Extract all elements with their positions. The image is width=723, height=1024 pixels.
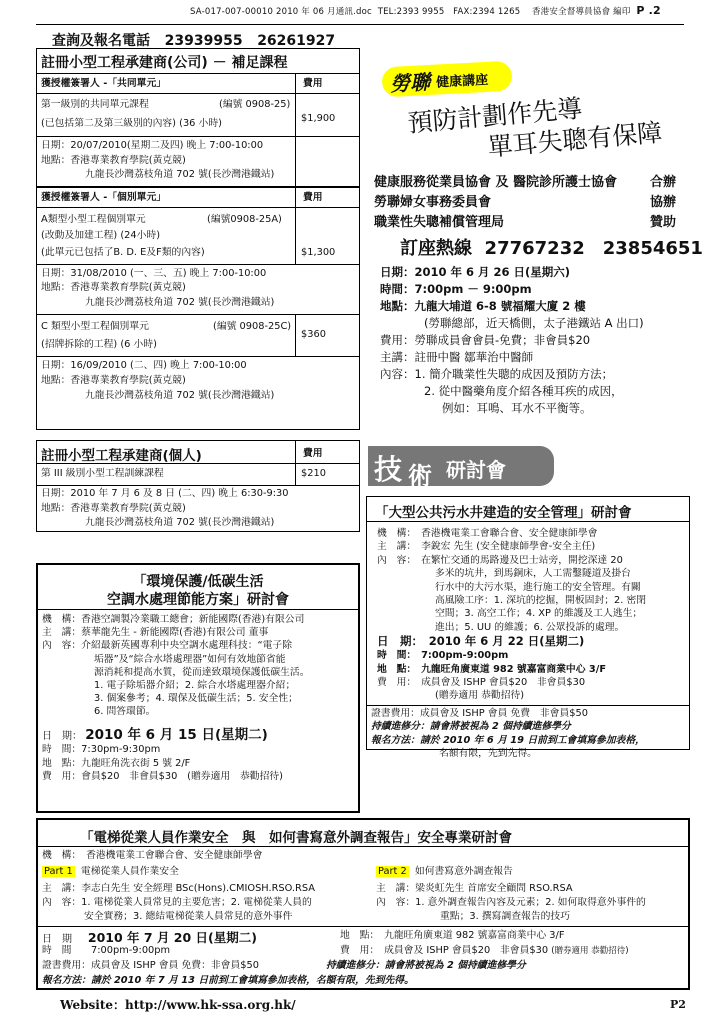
health-content-1: 內容：1. 簡介職業性失聰的成因及預防方法；: [380, 367, 614, 381]
well-seminar-title: 「大型公共污水井建造的安全管理」研討會: [375, 505, 632, 521]
green-content-4: 1. 電子除垢器介紹；2. 綜合水塔處理器介紹；: [94, 680, 296, 692]
green-seminar-title-2: 空調水處理節能方案」研討會: [107, 592, 289, 608]
well-fee: 費 用： 成員會及 ISHP 會員$20 非會員$30: [377, 677, 586, 689]
s2-code: (編號0908-25A): [207, 214, 282, 225]
footer-website: Website：http://www.hk-ssa.org.hk/: [60, 998, 296, 1012]
well-content-1: 內 容： 在繁忙交通的馬路邊及巴士站旁，開挖深達 20: [377, 554, 623, 566]
green-content-2: 垢器”及“綜合水塔處理器”如何有效地節省能: [94, 653, 286, 665]
s2-course-note: (改動及加建工程) (24小時): [41, 230, 161, 241]
green-content-5: 3. 個案參考；4. 環保及低碳生活；5. 安全性；: [94, 693, 298, 705]
lift-venue: 地 點： 九龍旺角廣東道 982 號嘉富商業中心 3/F: [340, 930, 565, 941]
green-seminar-title-1: 「環境保護/低碳生活: [132, 574, 264, 590]
health-date: 日期：2010 年 6 月 26 日(星期六): [380, 265, 571, 279]
s1-date: 日期：20/07/2010(星期二及四) 晚上 7:00-10:00: [41, 140, 264, 151]
s3-fee: $360: [301, 329, 326, 340]
green-content-1: 內 容：介紹最新英國專利中央空調水處理科技：“電子除: [42, 640, 292, 652]
lift-part-1: [42, 866, 179, 879]
s2-fee: $1,300: [301, 247, 336, 258]
enquiry-line: [52, 30, 335, 50]
enquiry-label: 查詢及報名電話: [52, 33, 150, 49]
health-hotline-label: 訂座熱線: [400, 238, 472, 259]
page-header: [190, 4, 715, 17]
header-org: 香港安全督導員協會 編印: [531, 7, 631, 17]
lift-part-2-tag: Part 2: [378, 866, 407, 877]
individual-venue: 地點：香港專業教育學院(黃克競): [41, 503, 186, 514]
health-hotline-numbers: 27767232 23854651: [484, 238, 703, 259]
green-content-3: 源消耗和提高水質，從而達致環境保護低碳生活。: [94, 666, 310, 678]
header-page: P .2: [636, 4, 661, 17]
lift-part-1-content-1: 內 容：1. 電梯從業人員常見的主要危害；2. 電梯從業人員的: [42, 897, 312, 908]
s2-fee-head: 費用: [303, 192, 323, 203]
lift-part-2-speaker: 主 講：梁炎虹先生 首席安全顧問 RSO.RSA: [376, 883, 573, 894]
company-course-title: 註冊小型工程承建商(公司) － 補足課程: [41, 55, 288, 71]
well-organizer: 機 構： 香港機電業工會聯合會、安全健康師學會: [377, 528, 598, 539]
lift-seminar-title: 「電梯從業人員作業安全 與 如何書寫意外調查報告」安全專業研討會: [80, 830, 512, 846]
s1-course-name: 第一級別的共同單元課程: [41, 99, 149, 110]
well-registration: 報名方法：請於 2010 年 6 月 19 日前到工會填寫參加表格，: [371, 734, 645, 746]
footer-page-number: P2: [670, 998, 686, 1011]
s2-date: 日期：31/08/2010 (一、三、五) 晚上 7:00-10:00: [41, 268, 267, 279]
s1-venue-address: 九龍長沙灣荔枝角道 702 號(長沙灣港鐵站): [85, 169, 275, 180]
green-date-label: 日 期：: [42, 731, 82, 742]
green-venue: 地 點：九龍旺角洗衣街 5 號 2/F: [42, 757, 191, 769]
health-organizer-1: 健康服務從業員協會 及 醫院診所護士協會: [374, 175, 618, 190]
well-certificate-fee: 證書費用：成員會及 ISHP 會員 免費 非會員$50: [371, 708, 588, 719]
s1-venue: 地點：香港專業教育學院(黃克競): [41, 155, 186, 166]
s3-venue-address: 九龍長沙灣荔枝角道 702 號(長沙灣港鐵站): [85, 390, 275, 401]
green-seminar-box: [36, 563, 360, 813]
lift-date-label: 日 期: [42, 934, 72, 945]
well-content-6: 進出；5. UU 的維護；6. 公眾投訴的處理。: [435, 621, 625, 633]
well-content-3: 行水中的大污水渠，進行施工的安全管理。有關: [435, 581, 641, 593]
doc-ref: SA-017-007-00010 2010 年 06 月通訊.doc: [190, 7, 372, 17]
technical-badge-3: 研討會: [446, 458, 506, 482]
header-divider: [36, 24, 684, 25]
well-date: 日 期： 2010 年 6 月 22 日(星期二): [377, 634, 585, 649]
green-date-row: [42, 723, 268, 743]
company-course-table: [36, 48, 360, 430]
lift-part-2-title: 如何書寫意外調查報告: [414, 866, 513, 877]
well-registration-note: 名額有限，先到先得。: [439, 748, 537, 760]
lift-time: 時 間 7:00pm-9:00pm: [42, 945, 171, 956]
health-organizer-3: 職業性失聰補償管理局: [374, 215, 505, 230]
health-details: [380, 264, 644, 417]
technical-badge-2: 術: [408, 462, 432, 490]
health-role-2: 協辦: [650, 195, 677, 210]
health-badge-label: 健康講座: [435, 72, 489, 91]
individual-course-name: 第 III 級別小型工程訓練課程: [41, 468, 164, 479]
s2-venue-address: 九龍長沙灣荔枝角道 702 號(長沙灣港鐵站): [85, 297, 275, 308]
enquiry-phone-2: 26261927: [257, 33, 336, 49]
health-title-1: 預防計劃作先導: [406, 93, 584, 138]
health-role-1: 合辦: [650, 175, 677, 190]
s3-code: (編號 0908-25C): [213, 321, 292, 332]
lift-part-2: [376, 866, 513, 879]
health-speaker: 主講：註冊中醫 鄒華治中醫師: [380, 350, 534, 364]
health-time: 時間：7:00pm － 9:00pm: [380, 282, 532, 296]
individual-fee: $210: [301, 468, 326, 479]
green-content-6: 6. 問答環節。: [94, 706, 156, 718]
green-speaker: 主 講：蔡華龍先生 - 新能國際(香港)有限公司 董事: [42, 627, 269, 639]
lift-part-2-content-1: 內 容：1. 意外調查報告內容及元素；2. 如何取得意外事件的: [376, 897, 646, 908]
lift-seminar-box: [36, 818, 690, 990]
health-fee: 費用：勞聯成員會會員-免費；非會員$20: [380, 333, 591, 347]
health-content-2: 2. 從中醫藥角度介紹各種耳疾的成因，: [424, 384, 623, 398]
green-date: 2010 年 6 月 15 日(星期二): [85, 727, 268, 743]
well-cpd: 持續進修分：請會將被視為 2 個持續進修學分: [371, 721, 571, 733]
s3-course-note: (招牌拆除的工程) (6 小時): [41, 339, 157, 350]
s2-head: 獲授權簽署人 -「個別單元」: [41, 192, 167, 203]
individual-date: 日期：2010 年 7 月 6 及 8 日 (二、四) 晚上 6:30-9:30: [41, 488, 289, 499]
header-tel: TEL:2393 9955: [377, 7, 445, 17]
lift-cpd: 持續進修分：請會將被視為 2 個持續進修學分: [326, 960, 526, 971]
green-time: 時 間：7:30pm-9:30pm: [42, 744, 161, 755]
well-seminar-registration: [371, 707, 645, 761]
lift-fee: 費 用： 成員會及 ISHP 會員$20 非會員$30: [340, 945, 549, 956]
well-fee-note: (贈券適用 恭勸招待): [435, 690, 525, 702]
s2-course-scope: (此單元已包括了B. D. E及F類的內容): [41, 247, 205, 258]
s1-head: 獲授權簽署人 -「共同單元」: [41, 78, 167, 89]
health-content-3: 例如：耳鳴、耳水不平衡等。: [442, 401, 592, 415]
lift-registration-text: 報名方法：請於 2010 年 7 月 13 日前到工會填寫參加表格，名額有限，先到先得。: [42, 975, 414, 986]
s3-venue: 地點：香港專業教育學院(黃克競): [41, 375, 186, 386]
s3-course-name: C 類型小型工程個別單元: [41, 321, 149, 332]
health-venue-note: (勞聯總部，近天橋側，太子港鐵站 A 出口): [424, 316, 644, 330]
s1-fee-head: 費用: [303, 78, 323, 89]
lift-part-1-content-2: 安全實務；3. 總結電梯從業人員常見的意外事件: [84, 911, 293, 922]
s2-course-name: A類型小型工程個別單元: [41, 214, 146, 225]
enquiry-phone-1: 23939955: [164, 33, 243, 49]
health-organizer-2: 勞聯婦女事務委員會: [374, 195, 492, 210]
lift-organizer: 機 構： 香港機電業工會聯合會、安全健康師學會: [42, 850, 263, 861]
health-venue: 地點：九龍大埔道 6-8 號福耀大廈 2 樓: [380, 299, 586, 313]
green-seminar-details: [42, 613, 310, 719]
well-speaker: 主 講： 李銳宏 先生 (安全健康師學會-安全主任): [377, 541, 596, 553]
lift-part-1-speaker: 主 講：李志白先生 安全經理 BSc(Hons).CMIOSH.RSO.RSA: [42, 883, 315, 894]
lift-date: 2010 年 7 月 20 日(星期二): [87, 930, 257, 945]
individual-course-title: 註冊小型工程承建商(個人): [41, 448, 202, 464]
health-role-3: 贊助: [650, 215, 677, 230]
s1-code: (編號 0908-25): [219, 99, 291, 110]
s1-course-note: (已包括第二及第三級別的內容) (36 小時): [41, 118, 222, 129]
well-seminar-box: [366, 496, 690, 760]
header-fax: FAX:2394 1265: [453, 7, 521, 17]
health-hotline: [400, 234, 703, 260]
well-time: 時 間： 7:00pm-9:00pm: [377, 650, 509, 662]
lift-registration: [42, 975, 414, 988]
technical-seminar-banner: [368, 446, 554, 490]
individual-course-table: [36, 440, 360, 532]
lift-part-1-tag: Part 1: [44, 866, 73, 877]
individual-fee-head: 費用: [303, 448, 323, 459]
s2-venue: 地點：香港專業教育學院(黃克競): [41, 282, 186, 293]
lift-fee-row: [340, 945, 629, 958]
lift-date-row: [42, 928, 257, 946]
s1-fee: $1,900: [301, 113, 336, 124]
green-seminar-logistics: [42, 743, 283, 784]
well-seminar-details: [377, 527, 646, 703]
well-content-5: 空間；3. 高空工作；4. XP 的維護及工人逃生；: [435, 608, 643, 620]
lift-part-1-details: [42, 882, 315, 924]
green-organizer: 機 構：香港空調製冷業職工總會；新能國際(香港)有限公司: [42, 614, 305, 625]
lift-part-1-title: 電梯從業人員作業安全: [80, 866, 179, 877]
well-content-2: 多米的坑井，到馬銅床，人工需鑿隧道及掛台: [435, 568, 631, 580]
lift-part-2-details: [376, 882, 646, 924]
health-badge-brand: 勞聯: [389, 69, 431, 96]
lift-part-2-content-2: 重點；3. 撰寫調查報告的技巧: [440, 911, 571, 922]
s3-date: 日期：16/09/2010 (二、四) 晚上 7:00-10:00: [41, 360, 247, 371]
health-badge: [381, 61, 512, 98]
health-title-2: 單耳失聰有保障: [486, 117, 664, 162]
technical-badge-1: 技: [374, 453, 403, 486]
lift-certificate-fee: 證書費用：成員會及 ISHP 會員 免費：非會員$50: [42, 960, 259, 971]
well-venue: 地 點： 九龍旺角廣東道 982 號嘉富商業中心 3/F: [377, 663, 607, 675]
well-content-4: 高風險工序：1. 深坑的挖掘，開板固封；2. 密閉: [435, 595, 647, 607]
individual-venue-address: 九龍長沙灣荔枝角道 702 號(長沙灣港鐵站): [85, 517, 275, 528]
green-fee: 費 用：會員$20 非會員$30 (贈券適用 恭勸招待): [42, 771, 283, 782]
lift-fee-note: (贈券適用 恭勸招待): [551, 946, 629, 956]
